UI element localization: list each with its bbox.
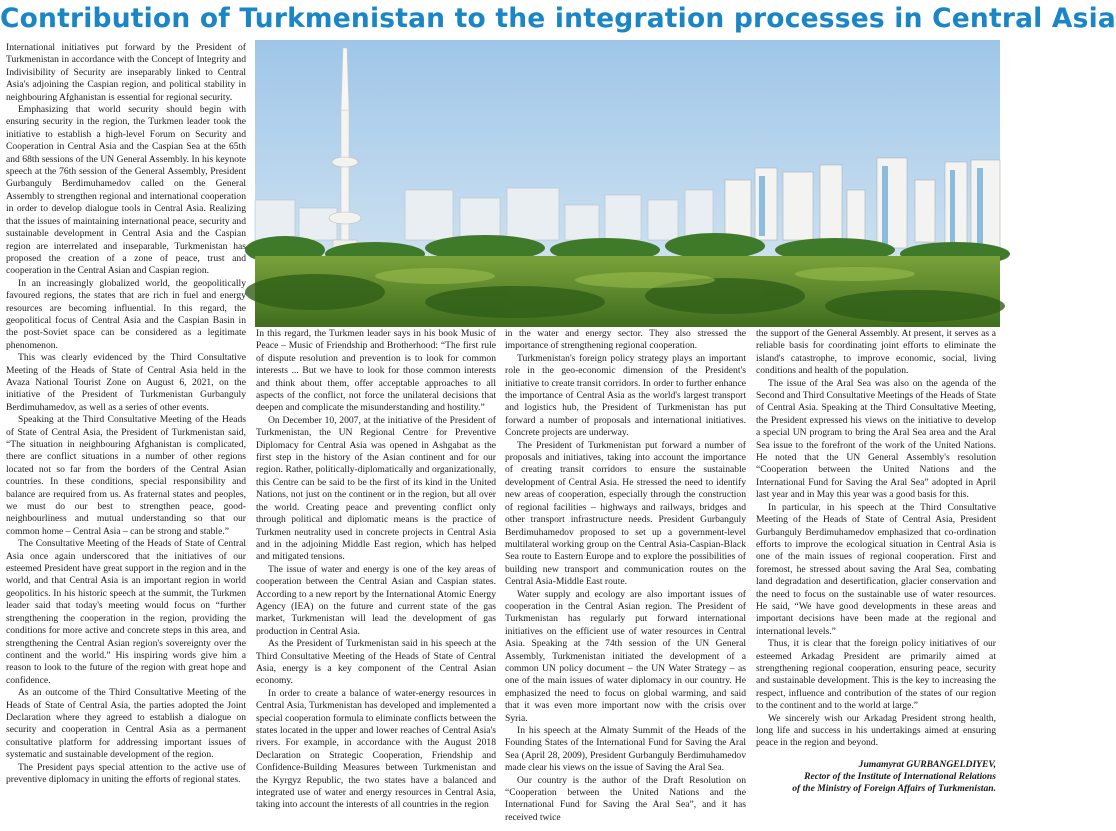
page-title: Contribution of Turkmenistan to the integration processes in Central Asia — [0, 3, 1116, 34]
paragraph: Emphasizing that world security should begin with ensuring security in the region, the Turkmen leader took the initiative to establish a high-level Forum on Security and Cooperation in Central Asia and the Caspian Sea at the 65th and 68th sessions of the UN General Assembly. In his keynote speech at the 76th session of the General Assembly, President Gurbanguly Berdimuhamedov called on the General Assembly to strengthen regional and international cooperation in order to develop dialogue tools in Central Asia. Realizing that the issues of maintaining international peace, security and sustainable development in Central Asia and the Caspian region are interrelated and inseparable, Turkmenistan has proposed the creation of a zone of peace, trust and cooperation in the Central Asian and Caspian region. — [6, 104, 246, 277]
paragraph: In his speech at the Almaty Summit of the Heads of the Founding States of the International Fund for Saving the Aral Sea (April 28, 2009), President Gurbanguly Berdimuhamedov made clear his views on the issue of Saving the Aral Sea. — [505, 725, 746, 774]
paragraph: Thus, it is clear that the foreign policy initiatives of our esteemed Arkadag President are primarily aimed at strengthening regional cooperation, ensuring peace, security and sustainable development. This is the key to increasing the respect, influence and contribution of the states of our region to the continent and to the world at large.” — [756, 638, 996, 712]
author-affiliation: of the Ministry of Foreign Affairs of Turkmenistan. — [792, 783, 996, 795]
article-column-2 — [256, 328, 496, 831]
paragraph: The issue of the Aral Sea was also on the agenda of the Second and Third Consultative Meetings of the Heads of State of Central Asia. Speaking at the Third Consultative Meeting, the President expressed his views on the initiative to develop a special UN program to bring the Aral Sea area and the Aral Sea issue to the forefront of the work of the United Nations. He noted that the UN General Assembly's resolution “Cooperation between the United Nations and the International Fund for Saving the Aral Sea” adopted in April last year and in May this year was a good basis for this. — [756, 377, 996, 501]
author-name: Jumamyrat GURBANGELDIYEV, — [858, 758, 996, 770]
paragraph: In particular, in his speech at the Third Consultative Meeting of the Heads of State of Central Asia, President Gurbanguly Berdimuhamedov emphasized that co-ordination efforts to improve the ecological situation in Central Asia is one of the main issues of regional cooperation. First and foremost, he stressed about saving the Aral Sea, combating land degradation and desertification, glacier conservation and the need to focus on the sustainable use of water resources. He said, “We have good developments in these areas and important decisions have been made at the regional and international levels.” — [756, 501, 996, 637]
paragraph: in the water and energy sector. They also stressed the importance of strengthening regional cooperation. — [505, 328, 746, 352]
author-signature — [756, 759, 996, 796]
paragraph: the support of the General Assembly. At present, it serves as a reliable basis for coordinating joint efforts to eliminate the island's catastrophe, to improve economic, social, living conditions and health of the population. — [756, 328, 996, 377]
paragraph: Speaking at the Third Consultative Meeting of the Heads of State of Central Asia, the President of Turkmenistan said, “The situation in neighbouring Afghanistan is complicated, there are conflict situations in a number of other regions located not so far from the borders of the Central Asian countries. In these conditions, special responsibility and balance are required from us. As fraternal states and peoples, we must do our best to strengthen peace, good-neighbourliness and mutual understanding so that our common home – Central Asia – can be strong and stable.” — [6, 414, 246, 537]
paragraph: As the President of Turkmenistan said in his speech at the Third Consultative Meeting of the Heads of State of Central Asia, energy is a key component of the Central Asian economy. — [256, 638, 496, 687]
article-column-3 — [505, 328, 746, 831]
paragraph: The President of Turkmenistan put forward a number of proposals and initiatives, taking into account the importance of creating transit corridors to ensure the sustainable development of Central Asia. He stressed the need to identify new areas of cooperation, especially through the construction of regional facilities – highways and railways, bridges and other transport infrastructure needs. President Gurbanguly Berdimuhamedov proposed to set up a government-level multilateral working group on the Central Asia-Caspian-Black Sea route to Eastern Europe and to explore the possibilities of building new transport and communication routes on the Central Asia-Middle East route. — [505, 439, 746, 588]
paragraph: On December 10, 2007, at the initiative of the President of Turkmenistan, the UN Regional Centre for Preventive Diplomacy for Central Asia was opened in Ashgabat as the first step in the history of the Asian continent and for our region. Rather, politically-diplomatically and organizationally, this Centre can be said to be the first of its kind in the United Nations, not just on the continent or in the region, but all over the world. Creating peace and preventing conflict only through political and diplomatic means is the practice of Turkmen neutrality used in concrete projects in Central Asia and in the adjoining Middle East region, which has helped and mitigated tensions. — [256, 414, 496, 563]
city-skyline-photo — [255, 40, 1000, 327]
paragraph: The President pays special attention to the active use of preventive diplomacy in uniting the efforts of regional states. — [6, 761, 246, 785]
paragraph: In an increasingly globalized world, the geopolitically favoured regions, the states that are rich in fuel and energy resources are becoming influential. In this regard, the geopolitical focus of Central Asia and the Caspian Basin in the post-Soviet space can be considered as a legitimate phenomenon. — [6, 277, 246, 351]
article-column-1 — [6, 42, 246, 831]
paragraph: The issue of water and energy is one of the key areas of cooperation between the Central Asian and Caspian states. According to a new report by the International Atomic Energy Agency (IEA) on the future and current state of the gas market, Turkmenistan will lead the development of gas production in Central Asia. — [256, 563, 496, 637]
paragraph: In order to create a balance of water-energy resources in Central Asia, Turkmenistan has developed and implemented a special cooperation formula to eliminate conflicts between the states located in the upper and lower reaches of Central Asia's rivers. For example, in accordance with the August 2018 Declaration on Strategic Cooperation, Friendship and Confidence-Building Measures between Turkmenistan and the Kyrgyz Republic, the two states have a balanced and integrated use of water and energy resources in Central Asia, taking into account the interests of all countries in the region — [256, 687, 496, 811]
paragraph: International initiatives put forward by the President of Turkmenistan in accordance with the Concept of Integrity and Indivisibility of Security are inseparably linked to Central Asia's adjoining the Caspian region, and political stability in neighbouring Afghanistan is essential for regional security. — [6, 42, 246, 103]
paragraph: We sincerely wish our Arkadag President strong health, long life and success in his undertakings aimed at ensuring peace in the region and beyond. — [756, 712, 996, 749]
paragraph: This was clearly evidenced by the Third Consultative Meeting of the Heads of State of Central Asia held in the Avaza National Tourist Zone on August 6, 2021, on the initiative of the President of Turkmenistan Gurbanguly Berdimuhamedov, as well as a series of other events. — [6, 352, 246, 413]
paragraph: The Consultative Meeting of the Heads of State of Central Asia once again underscored that the initiatives of our esteemed President have great support in the region and in the world, and that Central Asia is an important region in world geopolitics. In his historic speech at the summit, the Turkmen leader said that today's meeting would focus on “further strengthening the cooperation in the region, providing the conditions for more active and concrete steps in this area, and strengthening the Central Asian region's sovereignty over the continent and the world.” His inspiring words give him a reason to look to the future of the region with great hope and confidence. — [6, 538, 246, 686]
paragraph: In this regard, the Turkmen leader says in his book Music of Peace – Music of Friendship and Brotherhood: “The first rule of dispute resolution and prevention is to look for common interests ... But we have to look for those common interests and think about them, offer acceptable approaches to all aspects of the conflict, not force the unilateral decisions that deepen and complicate the misunderstanding and hostility.” — [256, 328, 496, 414]
paragraph: Our country is the author of the Draft Resolution on “Cooperation between the United Nations and the International Fund for Saving the Aral Sea”, and it has received twice — [505, 774, 746, 823]
article-column-4 — [756, 328, 996, 831]
paragraph: Turkmenistan's foreign policy strategy plays an important role in the geo-economic dimension of the President's initiative to create transit corridors. In order to further enhance the importance of Central Asia as the world's largest transport and logistics hub, the President of Turkmenistan has put forward a number of proposals and international initiatives. Concrete projects are underway. — [505, 352, 746, 439]
city-skyline-photo-art — [255, 40, 1000, 327]
author-title: Rector of the Institute of International Relations — [804, 771, 996, 783]
paragraph: As an outcome of the Third Consultative Meeting of the Heads of State of Central Asia, the parties adopted the Joint Declaration where they agreed to establish a dialogue on security and cooperation in Central Asia as a permanent consultative platform for addressing important issues of systematic and sustainable development of the region. — [6, 687, 246, 761]
paragraph: Water supply and ecology are also important issues of cooperation in the Central Asian region. The President of Turkmenistan has regularly put forward international initiatives on the efficient use of water resources in Central Asia. Speaking at the 74th session of the UN General Assembly, Turkmenistan initiated the development of a common UN policy document – the UN Water Strategy – as one of the main issues of water diplomacy in our country. He emphasized the need to focus on global warming, and said that it was even more important now with the crisis over Syria. — [505, 588, 746, 724]
